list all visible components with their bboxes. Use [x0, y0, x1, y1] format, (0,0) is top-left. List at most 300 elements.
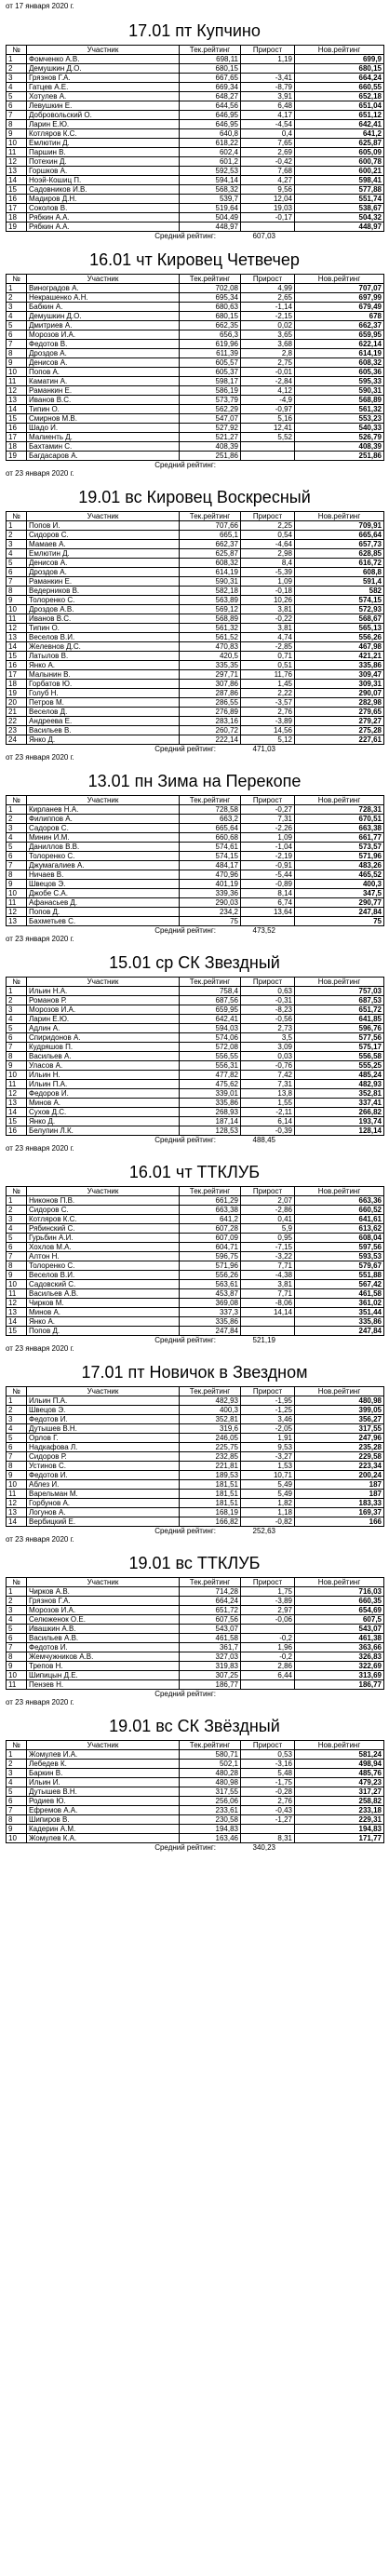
- rating-change-cell: 3,81: [241, 605, 295, 614]
- new-rating-cell: 590,31: [295, 386, 384, 396]
- table-row: [7, 1652, 384, 1662]
- table-row: [7, 521, 384, 531]
- player-name-cell: Дроздов А.В.: [27, 605, 180, 614]
- current-rating-cell: 601,2: [180, 157, 241, 167]
- table-row: [7, 1815, 384, 1825]
- new-rating-cell: 485,76: [295, 1769, 384, 1778]
- row-number-cell: 7: [7, 111, 27, 120]
- column-header-row-number: №: [7, 1387, 27, 1396]
- row-number-cell: 5: [7, 1625, 27, 1634]
- new-rating-cell: 608,32: [295, 358, 384, 368]
- rating-change-cell: -3,89: [241, 717, 295, 726]
- row-number-cell: 11: [7, 1289, 27, 1299]
- current-rating-cell: 608,32: [180, 559, 241, 568]
- new-rating-cell: 186,77: [295, 1680, 384, 1690]
- current-rating-cell: 556,26: [180, 1271, 241, 1280]
- rating-change-cell: 2,25: [241, 521, 295, 531]
- row-number-cell: 10: [7, 139, 27, 148]
- row-number-cell: 8: [7, 1462, 27, 1471]
- column-header-current-rating: Тек.рейтинг: [180, 1187, 241, 1196]
- rating-change-cell: 5,12: [241, 735, 295, 745]
- table-row: [7, 717, 384, 726]
- row-number-cell: 3: [7, 540, 27, 549]
- average-rating-value: [220, 461, 275, 469]
- table-row: [7, 1424, 384, 1434]
- row-number-cell: 12: [7, 908, 27, 917]
- table-row: [7, 1215, 384, 1224]
- row-number-cell: 1: [7, 987, 27, 996]
- rating-change-cell: 7,68: [241, 167, 295, 176]
- column-header-row-number: №: [7, 512, 27, 521]
- row-number-cell: 3: [7, 1215, 27, 1224]
- table-row: [7, 1052, 384, 1061]
- column-header-row-number: №: [7, 1187, 27, 1196]
- new-rating-cell: 651,72: [295, 1005, 384, 1015]
- rating-change-cell: -0,91: [241, 861, 295, 870]
- row-number-cell: 13: [7, 167, 27, 176]
- row-number-cell: 15: [7, 414, 27, 424]
- table-row: [7, 605, 384, 614]
- new-rating-cell: 660,55: [295, 83, 384, 92]
- new-rating-cell: 247,84: [295, 908, 384, 917]
- current-rating-cell: 519,64: [180, 204, 241, 213]
- rating-table: [6, 1740, 384, 1843]
- table-row: [7, 452, 384, 461]
- player-name-cell: Чирков А.В.: [27, 1587, 180, 1597]
- player-name-cell: Иванов В.С.: [27, 396, 180, 405]
- new-rating-cell: 279,27: [295, 717, 384, 726]
- current-rating-cell: 319,83: [180, 1662, 241, 1671]
- current-rating-cell: 128,53: [180, 1126, 241, 1136]
- current-rating-cell: 268,93: [180, 1108, 241, 1117]
- table-row: [7, 1299, 384, 1308]
- table-row: [7, 1089, 384, 1099]
- table-row: [7, 1671, 384, 1680]
- rating-change-cell: 6,44: [241, 1671, 295, 1680]
- current-rating-cell: 702,08: [180, 284, 241, 293]
- table-row: [7, 1587, 384, 1597]
- new-rating-cell: 247,84: [295, 1327, 384, 1336]
- new-rating-cell: 258,82: [295, 1797, 384, 1806]
- rating-change-cell: 0,51: [241, 661, 295, 670]
- player-name-cell: Уласов А.: [27, 1061, 180, 1071]
- row-number-cell: 16: [7, 195, 27, 204]
- current-rating-cell: 687,56: [180, 996, 241, 1005]
- row-number-cell: 1: [7, 1396, 27, 1406]
- new-rating-cell: 421,21: [295, 652, 384, 661]
- row-number-cell: 4: [7, 1615, 27, 1625]
- rating-change-cell: 13,8: [241, 1089, 295, 1099]
- current-rating-cell: 680,15: [180, 64, 241, 74]
- table-row: [7, 1606, 384, 1615]
- table-row: [7, 377, 384, 386]
- rating-table: [6, 45, 384, 232]
- current-rating-cell: 571,96: [180, 1261, 241, 1271]
- new-rating-cell: 356,27: [295, 1415, 384, 1424]
- average-rating-value: 521,19: [252, 1336, 275, 1344]
- new-rating-cell: 659,95: [295, 330, 384, 340]
- current-rating-cell: 669,34: [180, 83, 241, 92]
- current-rating-cell: 661,29: [180, 1196, 241, 1206]
- row-number-cell: 18: [7, 442, 27, 452]
- current-rating-cell: 662,35: [180, 321, 241, 330]
- player-name-cell: Горшков А.: [27, 167, 180, 176]
- current-rating-cell: 596,75: [180, 1252, 241, 1261]
- table-row: [7, 1452, 384, 1462]
- average-rating-label: Средний рейтинг:: [154, 1136, 216, 1144]
- rating-change-cell: 8,4: [241, 559, 295, 568]
- new-rating-cell: 75: [295, 917, 384, 926]
- table-row: [7, 120, 384, 129]
- rating-change-cell: 0,41: [241, 1215, 295, 1224]
- new-rating-cell: 613,62: [295, 1224, 384, 1234]
- row-number-cell: 13: [7, 1308, 27, 1317]
- table-row: [7, 708, 384, 717]
- player-name-cell: Вербицкий Е.: [27, 1517, 180, 1527]
- table-row: [7, 176, 384, 185]
- player-name-cell: Котляров К.С.: [27, 1215, 180, 1224]
- table-row: [7, 652, 384, 661]
- table-row: [7, 213, 384, 223]
- current-rating-cell: 232,85: [180, 1452, 241, 1462]
- row-number-cell: 7: [7, 577, 27, 587]
- table-row: [7, 870, 384, 880]
- table-row: [7, 321, 384, 330]
- rating-change-cell: 8,31: [241, 1834, 295, 1843]
- row-number-cell: 8: [7, 1261, 27, 1271]
- tournament-title: 13.01 пн Зима на Перекопе: [87, 772, 302, 790]
- row-number-cell: 19: [7, 689, 27, 698]
- rating-change-cell: -0,27: [241, 805, 295, 815]
- rating-change-cell: [241, 442, 295, 452]
- current-rating-cell: 642,41: [180, 1015, 241, 1024]
- row-number-cell: 6: [7, 330, 27, 340]
- rating-change-cell: -0,97: [241, 405, 295, 414]
- rating-change-cell: -0,01: [241, 368, 295, 377]
- rating-change-cell: -1,14: [241, 303, 295, 312]
- tournament-title: 16.01 чт Кировец Четвечер: [89, 250, 300, 269]
- table-row: [7, 805, 384, 815]
- table-row: [7, 303, 384, 312]
- current-rating-cell: 695,34: [180, 293, 241, 303]
- table-row: [7, 642, 384, 652]
- row-number-cell: 8: [7, 1052, 27, 1061]
- table-row: [7, 1224, 384, 1234]
- rating-change-cell: 9,56: [241, 185, 295, 195]
- tournament-title: 19.01 вс СК Звёздный: [109, 1717, 280, 1735]
- rating-change-cell: 1,18: [241, 1508, 295, 1517]
- rating-change-cell: -0,82: [241, 1517, 295, 1527]
- row-number-cell: 16: [7, 1126, 27, 1136]
- new-rating-cell: 480,98: [295, 1396, 384, 1406]
- rating-change-cell: 3,81: [241, 1280, 295, 1289]
- current-rating-cell: 586,19: [180, 386, 241, 396]
- rating-change-cell: 8,14: [241, 889, 295, 898]
- row-number-cell: 3: [7, 1005, 27, 1015]
- rating-change-cell: 5,9: [241, 1224, 295, 1234]
- player-name-cell: Андреева Е.: [27, 717, 180, 726]
- report-date: от 23 января 2020 г.: [6, 1144, 74, 1153]
- rating-change-cell: -2,85: [241, 642, 295, 652]
- table-row: [7, 1517, 384, 1527]
- table-row: [7, 1760, 384, 1769]
- table-row: [7, 1471, 384, 1480]
- table-row: [7, 1317, 384, 1327]
- row-number-cell: 15: [7, 1327, 27, 1336]
- current-rating-cell: 335,86: [180, 1317, 241, 1327]
- row-number-cell: 1: [7, 805, 27, 815]
- new-rating-cell: 565,13: [295, 624, 384, 633]
- new-rating-cell: 187: [295, 1490, 384, 1499]
- column-header-player-name: Участник: [27, 46, 180, 55]
- player-name-cell: Жомулев И.А.: [27, 1750, 180, 1760]
- new-rating-cell: 652,18: [295, 92, 384, 101]
- tournament-title: 17.01 пт Новичок в Звездном: [81, 1363, 308, 1382]
- current-rating-cell: 607,56: [180, 1615, 241, 1625]
- table-row: [7, 92, 384, 101]
- table-row: [7, 1289, 384, 1299]
- rating-change-cell: [241, 223, 295, 232]
- tournament-title: 17.01 пт Купчино: [128, 21, 261, 40]
- column-header-player-name: Участник: [27, 275, 180, 284]
- new-rating-cell: 251,86: [295, 452, 384, 461]
- average-rating-label: Средний рейтинг:: [154, 745, 216, 753]
- row-number-cell: 18: [7, 680, 27, 689]
- column-header-row-number: №: [7, 796, 27, 805]
- rating-change-cell: 4,74: [241, 633, 295, 642]
- player-name-cell: Ларин Е.Ю.: [27, 120, 180, 129]
- new-rating-cell: 400,3: [295, 880, 384, 889]
- current-rating-cell: 181,51: [180, 1499, 241, 1508]
- player-name-cell: Морозов И.А.: [27, 1005, 180, 1015]
- tournament-title: 19.01 вс Кировец Воскресный: [78, 488, 311, 506]
- row-number-cell: 8: [7, 870, 27, 880]
- table-row: [7, 1252, 384, 1261]
- player-name-cell: Демушкин Д.О.: [27, 312, 180, 321]
- player-name-cell: Селюженок О.Е.: [27, 1615, 180, 1625]
- player-name-cell: Орлов Г.: [27, 1434, 180, 1443]
- average-rating-label: Средний рейтинг:: [154, 1843, 216, 1852]
- current-rating-cell: 317,55: [180, 1787, 241, 1797]
- table-row: [7, 74, 384, 83]
- column-header-rating-change: Прирост: [241, 275, 295, 284]
- player-name-cell: Васильев А.В.: [27, 1634, 180, 1643]
- table-row: [7, 139, 384, 148]
- column-header-current-rating: Тек.рейтинг: [180, 275, 241, 284]
- table-row: [7, 1680, 384, 1690]
- player-name-cell: Сидоров С.: [27, 1206, 180, 1215]
- new-rating-cell: 322,69: [295, 1662, 384, 1671]
- player-name-cell: Федотов И.: [27, 1643, 180, 1652]
- current-rating-cell: 594,14: [180, 176, 241, 185]
- column-header-row-number: №: [7, 978, 27, 987]
- player-name-cell: Емлютин Д.: [27, 139, 180, 148]
- new-rating-cell: 614,19: [295, 349, 384, 358]
- new-rating-cell: 361,02: [295, 1299, 384, 1308]
- player-name-cell: Никонов П.В.: [27, 1196, 180, 1206]
- table-row: [7, 1462, 384, 1471]
- row-number-cell: 14: [7, 1317, 27, 1327]
- player-name-cell: Емлютин Д.: [27, 549, 180, 559]
- rating-change-cell: 9,53: [241, 1443, 295, 1452]
- rating-change-cell: -3,27: [241, 1452, 295, 1462]
- column-header-row-number: №: [7, 1578, 27, 1587]
- player-name-cell: Баркин В.: [27, 1769, 180, 1778]
- new-rating-cell: 266,82: [295, 1108, 384, 1117]
- rating-change-cell: 3,5: [241, 1033, 295, 1043]
- sections-container: [0, 20, 389, 1852]
- current-rating-cell: 401,19: [180, 880, 241, 889]
- player-name-cell: Соколов В.: [27, 204, 180, 213]
- row-number-cell: 15: [7, 185, 27, 195]
- player-name-cell: Афанасьев Д.: [27, 898, 180, 908]
- current-rating-cell: 480,28: [180, 1769, 241, 1778]
- new-rating-cell: 660,35: [295, 1597, 384, 1606]
- new-rating-cell: 187: [295, 1480, 384, 1490]
- current-rating-cell: 648,27: [180, 92, 241, 101]
- column-header-current-rating: Тек.рейтинг: [180, 46, 241, 55]
- rating-change-cell: 0,02: [241, 321, 295, 330]
- column-header-row-number: №: [7, 1741, 27, 1750]
- player-name-cell: Попов Д.: [27, 1327, 180, 1336]
- new-rating-cell: 556,58: [295, 1052, 384, 1061]
- table-header-row: [7, 1187, 384, 1196]
- player-name-cell: Дутышев В.Н.: [27, 1424, 180, 1434]
- report-date: от 23 января 2020 г.: [6, 1344, 74, 1353]
- average-rating-value: 252,63: [252, 1527, 275, 1535]
- table-row: [7, 386, 384, 396]
- new-rating-cell: 641,61: [295, 1215, 384, 1224]
- player-name-cell: Грязнов Г.А.: [27, 1597, 180, 1606]
- row-number-cell: 5: [7, 843, 27, 852]
- table-row: [7, 1071, 384, 1080]
- player-name-cell: Шипиров В.: [27, 1815, 180, 1825]
- rating-change-cell: 1,09: [241, 833, 295, 843]
- rating-change-cell: 14,56: [241, 726, 295, 735]
- table-row: [7, 1825, 384, 1834]
- column-header-rating-change: Прирост: [241, 1387, 295, 1396]
- column-header-new-rating: Нов.рейтинг: [295, 978, 384, 987]
- new-rating-cell: 581,24: [295, 1750, 384, 1760]
- rating-change-cell: -0,22: [241, 614, 295, 624]
- player-name-cell: Лебедев К.: [27, 1760, 180, 1769]
- report-date: от 23 января 2020 г.: [6, 753, 74, 762]
- current-rating-cell: 181,51: [180, 1480, 241, 1490]
- table-row: [7, 661, 384, 670]
- row-number-cell: 7: [7, 1252, 27, 1261]
- row-number-cell: 9: [7, 1825, 27, 1834]
- current-rating-cell: 453,87: [180, 1289, 241, 1299]
- new-rating-cell: 485,24: [295, 1071, 384, 1080]
- current-rating-cell: 319,6: [180, 1424, 241, 1434]
- player-name-cell: Ларин Е.Ю.: [27, 1015, 180, 1024]
- table-row: [7, 1615, 384, 1625]
- row-number-cell: 8: [7, 1652, 27, 1662]
- table-row: [7, 726, 384, 735]
- row-number-cell: 6: [7, 568, 27, 577]
- average-rating-row: [6, 745, 383, 753]
- rating-change-cell: 0,63: [241, 987, 295, 996]
- row-number-cell: 1: [7, 1587, 27, 1597]
- new-rating-cell: 556,26: [295, 633, 384, 642]
- current-rating-cell: 484,17: [180, 861, 241, 870]
- table-row: [7, 1806, 384, 1815]
- table-row: [7, 433, 384, 442]
- table-row: [7, 1024, 384, 1033]
- rating-table: [6, 274, 384, 461]
- table-row: [7, 843, 384, 852]
- column-header-rating-change: Прирост: [241, 1187, 295, 1196]
- table-row: [7, 1750, 384, 1760]
- rating-change-cell: -4,38: [241, 1271, 295, 1280]
- rating-change-cell: -0,89: [241, 880, 295, 889]
- column-header-new-rating: Нов.рейтинг: [295, 512, 384, 521]
- rating-change-cell: 1,75: [241, 1587, 295, 1597]
- row-number-cell: 20: [7, 698, 27, 708]
- table-row: [7, 83, 384, 92]
- rating-change-cell: 2,65: [241, 293, 295, 303]
- player-name-cell: Кадерин А.М.: [27, 1825, 180, 1834]
- current-rating-cell: 297,71: [180, 670, 241, 680]
- tournament-title: 19.01 вс ТТКЛУБ: [128, 1554, 261, 1572]
- new-rating-cell: 290,07: [295, 689, 384, 698]
- row-number-cell: 5: [7, 92, 27, 101]
- new-rating-cell: 699,9: [295, 55, 384, 64]
- new-rating-cell: 313,69: [295, 1671, 384, 1680]
- new-rating-cell: 579,67: [295, 1261, 384, 1271]
- rating-change-cell: [241, 1317, 295, 1327]
- tournament-section: [6, 487, 383, 762]
- row-number-cell: 15: [7, 1117, 27, 1126]
- current-rating-cell: 539,7: [180, 195, 241, 204]
- current-rating-cell: 590,31: [180, 577, 241, 587]
- player-name-cell: Ведерников В.: [27, 587, 180, 596]
- player-name-cell: Адлин А.: [27, 1024, 180, 1033]
- column-header-new-rating: Нов.рейтинг: [295, 1578, 384, 1587]
- player-name-cell: Жомулев К.А.: [27, 1834, 180, 1843]
- row-number-cell: 12: [7, 624, 27, 633]
- player-name-cell: Ильин Н.: [27, 1071, 180, 1080]
- current-rating-cell: 339,36: [180, 889, 241, 898]
- new-rating-cell: 595,33: [295, 377, 384, 386]
- rating-table: [6, 511, 384, 745]
- new-rating-cell: 351,44: [295, 1308, 384, 1317]
- row-number-cell: 17: [7, 670, 27, 680]
- table-row: [7, 1033, 384, 1043]
- player-name-cell: Минов А.: [27, 1308, 180, 1317]
- average-rating-label: Средний рейтинг:: [154, 1690, 216, 1698]
- column-header-rating-change: Прирост: [241, 1578, 295, 1587]
- rating-change-cell: [241, 1680, 295, 1690]
- new-rating-cell: 282,98: [295, 698, 384, 708]
- row-number-cell: 7: [7, 1043, 27, 1052]
- current-rating-cell: 187,14: [180, 1117, 241, 1126]
- table-row: [7, 1206, 384, 1215]
- rating-change-cell: 5,49: [241, 1490, 295, 1499]
- current-rating-cell: 680,15: [180, 312, 241, 321]
- player-name-cell: Родиев Ю.: [27, 1797, 180, 1806]
- table-row: [7, 889, 384, 898]
- table-row: [7, 204, 384, 213]
- new-rating-cell: 483,26: [295, 861, 384, 870]
- row-number-cell: 14: [7, 176, 27, 185]
- rating-change-cell: [241, 64, 295, 74]
- column-header-new-rating: Нов.рейтинг: [295, 1387, 384, 1396]
- rating-change-cell: -3,22: [241, 1252, 295, 1261]
- player-name-cell: Грязнов Г.А.: [27, 74, 180, 83]
- current-rating-cell: 640,8: [180, 129, 241, 139]
- current-rating-cell: 569,12: [180, 605, 241, 614]
